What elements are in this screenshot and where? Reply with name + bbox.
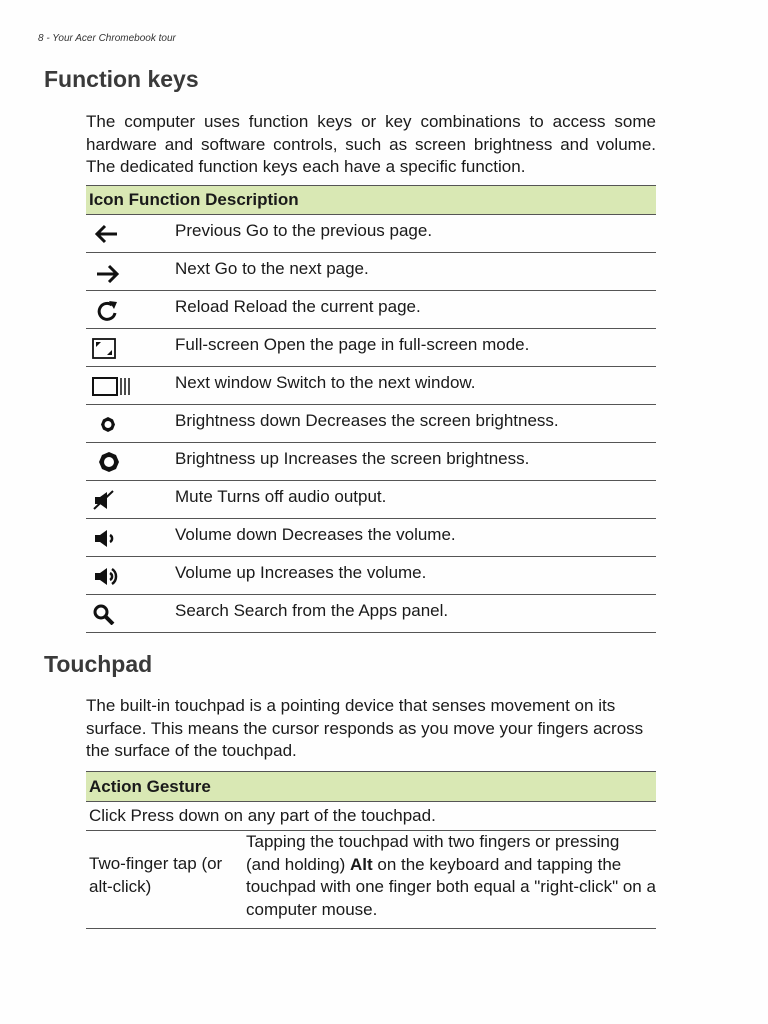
back-arrow-icon: [91, 223, 123, 245]
table-row: [86, 557, 656, 595]
reload-icon: [91, 299, 123, 321]
touchpad-table: [86, 771, 656, 929]
function-key-description: Next Go to the next page.: [175, 259, 369, 278]
search-icon: [91, 603, 123, 625]
function-key-description: Next window Switch to the next window.: [175, 373, 476, 392]
brightness-up-icon: [91, 451, 123, 473]
fullscreen-icon: [91, 337, 123, 359]
gesture-action: Two-finger tap (or alt-click): [89, 854, 223, 896]
table-row: [86, 291, 656, 329]
volume-up-icon: [91, 565, 123, 587]
section-title-function-keys: Function keys: [44, 66, 199, 92]
gesture-text-part: on the keyboard and tapping the touchpad with one finger both equal a "right-click" on a computer mouse.: [246, 854, 656, 919]
mute-icon: [91, 489, 123, 511]
table-row: [86, 443, 656, 481]
function-key-description: Search Search from the Apps panel.: [175, 601, 449, 620]
alt-key-label: Alt: [349, 854, 373, 874]
function-key-description: Previous Go to the previous page.: [175, 221, 433, 240]
function-key-description: Volume up Increases the volume.: [175, 563, 427, 582]
running-header: 8 - Your Acer Chromebook tour: [38, 33, 176, 44]
function-key-description: Mute Turns off audio output.: [175, 487, 387, 506]
table-row: [86, 519, 656, 557]
volume-down-icon: [91, 527, 123, 549]
table-row: [86, 215, 656, 253]
table-row: [86, 595, 656, 633]
touchpad-table-header: Action Gesture: [86, 771, 656, 802]
touchpad-intro: The built-in touchpad is a pointing device that senses movement on its surface. This means the cursor responds as you move your fingers across the surface of the touchpad.: [86, 696, 644, 760]
table-row: [86, 831, 656, 929]
function-key-description: Brightness up Increases the screen brightness.: [175, 449, 530, 468]
function-key-description: Full-screen Open the page in full-screen mode.: [175, 335, 530, 354]
function-key-description: Brightness down Decreases the screen brightness.: [175, 411, 559, 430]
table-row: [86, 329, 656, 367]
function-keys-table-header: Icon Function Description: [86, 185, 656, 215]
function-key-description: Reload Reload the current page.: [175, 297, 421, 316]
next-window-icon: [91, 375, 131, 397]
table-row: [86, 367, 656, 405]
gesture-text-part: Tapping the touchpad with two fingers or pressing (and holding): [246, 832, 620, 874]
brightness-down-icon: [91, 413, 123, 435]
table-row: [86, 481, 656, 519]
table-row: [86, 405, 656, 443]
function-keys-table: [86, 185, 656, 633]
table-row: [86, 253, 656, 291]
gesture-description: [246, 831, 658, 921]
function-keys-intro: The computer uses function keys or key combinations to access some hardware and software controls, such as screen brightness and volume. The dedicated function keys each have a specific function.: [86, 112, 656, 176]
section-title-touchpad: Touchpad: [44, 651, 153, 677]
forward-arrow-icon: [91, 261, 123, 283]
table-row: Click Press down on any part of the touchpad.: [86, 802, 656, 831]
function-key-description: Volume down Decreases the volume.: [175, 525, 456, 544]
